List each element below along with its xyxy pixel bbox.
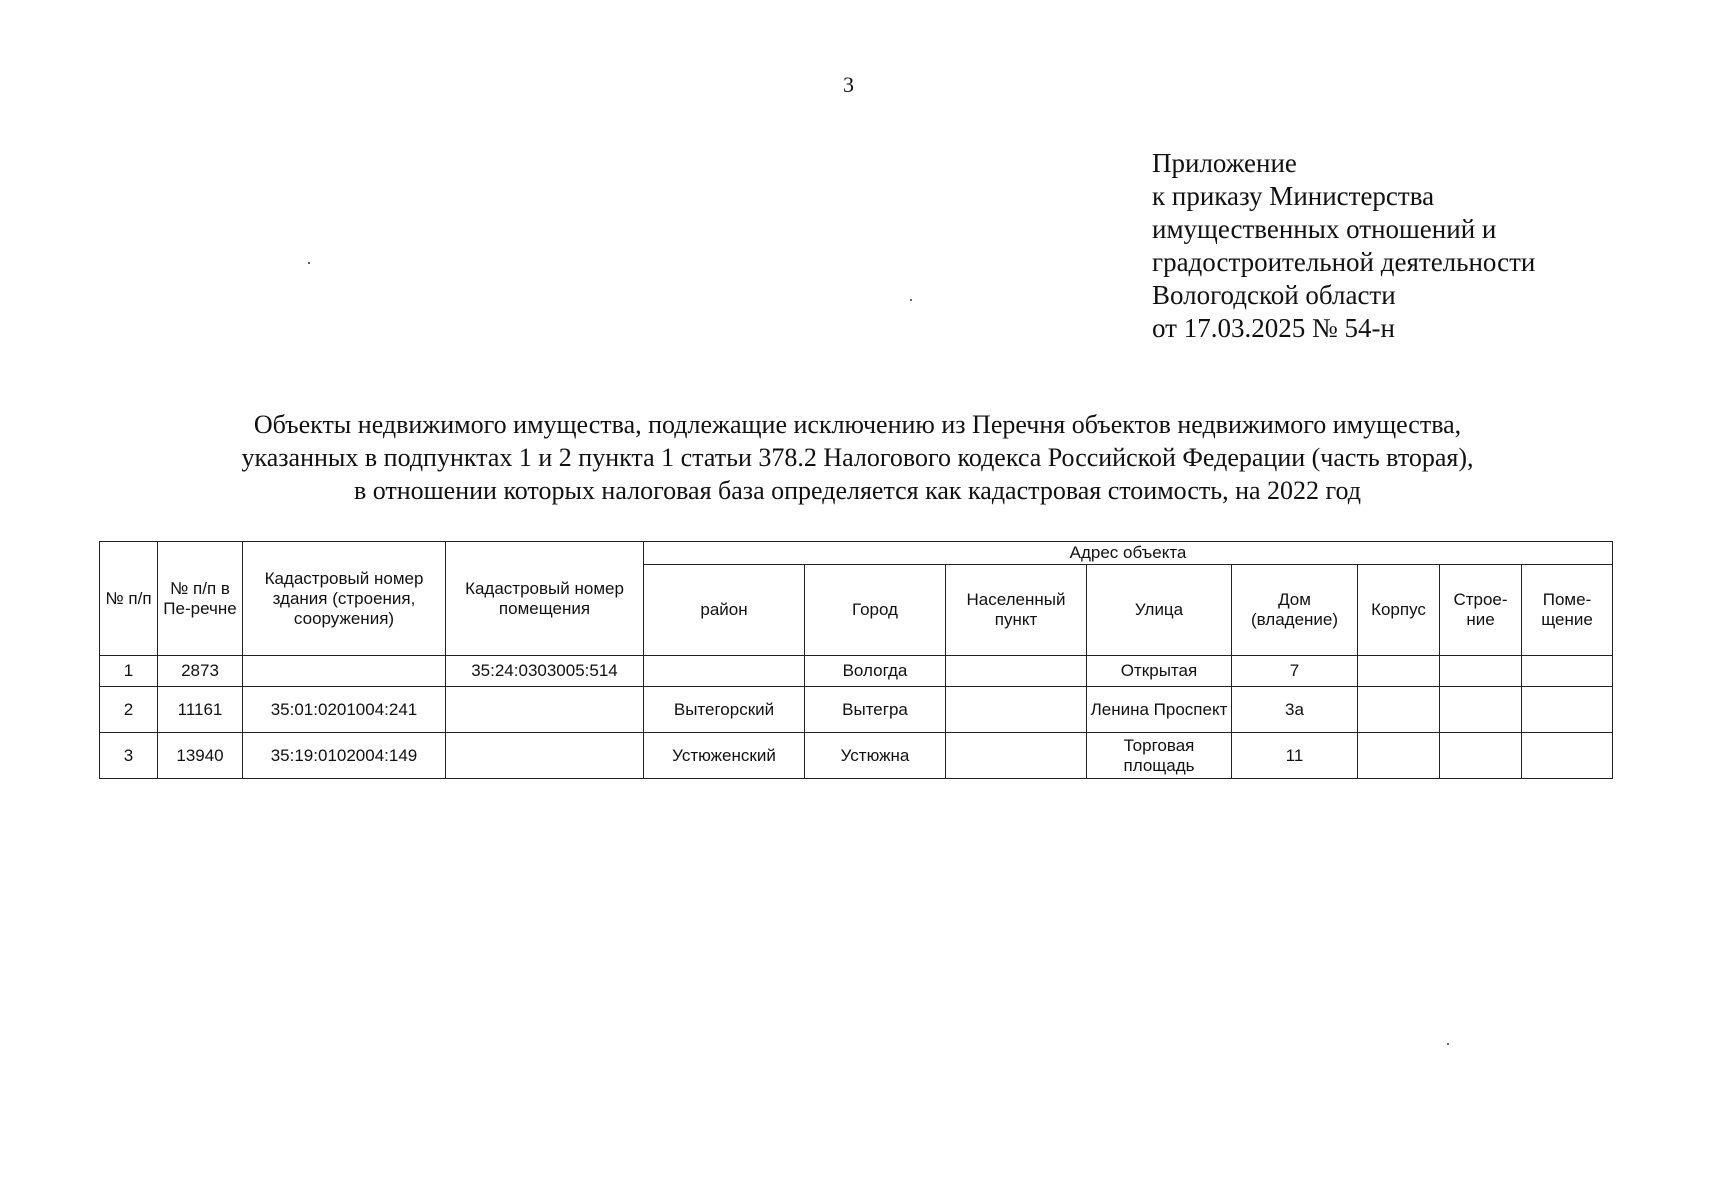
cell-block xyxy=(1358,687,1440,733)
cell-district xyxy=(644,656,805,687)
cell-list-num: 13940 xyxy=(158,733,243,779)
cell-premises: 35:24:0303005:514 xyxy=(446,656,644,687)
appendix-line: Приложение xyxy=(1152,148,1297,178)
document-title xyxy=(100,408,1615,507)
header-num: № п/п xyxy=(100,542,158,656)
scan-speck xyxy=(308,262,310,264)
cell-room xyxy=(1522,733,1613,779)
header-city: Город xyxy=(805,565,946,656)
cell-house: 11 xyxy=(1232,733,1358,779)
cell-premises xyxy=(446,733,644,779)
header-block: Корпус xyxy=(1358,565,1440,656)
cell-num: 3 xyxy=(100,733,158,779)
cell-list-num: 2873 xyxy=(158,656,243,687)
header-address-group: Адрес объекта xyxy=(644,542,1613,565)
header-room: Поме-щение xyxy=(1522,565,1613,656)
cell-num: 1 xyxy=(100,656,158,687)
cell-city: Вологда xyxy=(805,656,946,687)
cell-building: 35:01:0201004:241 xyxy=(243,687,446,733)
cell-room xyxy=(1522,687,1613,733)
scan-speck xyxy=(1447,1043,1449,1045)
cell-house: 3а xyxy=(1232,687,1358,733)
cell-block xyxy=(1358,656,1440,687)
appendix-line: градостроительной деятельности xyxy=(1152,247,1536,277)
header-street: Улица xyxy=(1087,565,1232,656)
page-number: 3 xyxy=(843,72,854,97)
table-row xyxy=(100,656,1613,687)
appendix-line: имущественных отношений и xyxy=(1152,214,1497,244)
header-building-cadastral: Кадастровый номер здания (строения, сооружения) xyxy=(243,542,446,656)
scan-speck xyxy=(910,299,912,301)
cell-district: Вытегорский xyxy=(644,687,805,733)
cell-structure xyxy=(1440,656,1522,687)
title-line: указанных в подпунктах 1 и 2 пункта 1 статьи 378.2 Налогового кодекса Российской Федерации (часть вторая), xyxy=(241,443,1474,472)
cell-house: 7 xyxy=(1232,656,1358,687)
appendix-block xyxy=(1152,147,1535,345)
cell-settlement xyxy=(946,687,1087,733)
appendix-line: к приказу Министерства xyxy=(1152,181,1435,211)
table-row xyxy=(100,687,1613,733)
cell-room xyxy=(1522,656,1613,687)
appendix-line: Вологодской области xyxy=(1152,280,1396,310)
title-line: Объекты недвижимого имущества, подлежащие исключению из Перечня объектов недвижимого имущества, xyxy=(253,410,1462,439)
header-list-num: № п/п в Пе-речне xyxy=(158,542,243,656)
cell-building: 35:19:0102004:149 xyxy=(243,733,446,779)
cell-building xyxy=(243,656,446,687)
cell-premises xyxy=(446,687,644,733)
table-row xyxy=(100,733,1613,779)
cell-street: Ленина Проспект xyxy=(1087,687,1232,733)
objects-table xyxy=(99,541,1613,779)
cell-structure xyxy=(1440,733,1522,779)
cell-street: Открытая xyxy=(1087,656,1232,687)
header-premises-cadastral: Кадастровый номер помещения xyxy=(446,542,644,656)
cell-city: Вытегра xyxy=(805,687,946,733)
cell-block xyxy=(1358,733,1440,779)
appendix-line: от 17.03.2025 № 54-н xyxy=(1152,313,1395,343)
header-house: Дом (владение) xyxy=(1232,565,1358,656)
cell-structure xyxy=(1440,687,1522,733)
header-structure: Строе-ние xyxy=(1440,565,1522,656)
title-line: в отношении которых налоговая база определяется как кадастровая стоимость, на 2022 год xyxy=(353,476,1362,505)
cell-city: Устюжна xyxy=(805,733,946,779)
header-settlement: Населенный пункт xyxy=(946,565,1087,656)
cell-street: Торговая площадь xyxy=(1087,733,1232,779)
cell-settlement xyxy=(946,656,1087,687)
cell-settlement xyxy=(946,733,1087,779)
cell-district: Устюженский xyxy=(644,733,805,779)
cell-num: 2 xyxy=(100,687,158,733)
cell-list-num: 11161 xyxy=(158,687,243,733)
header-district: район xyxy=(644,565,805,656)
